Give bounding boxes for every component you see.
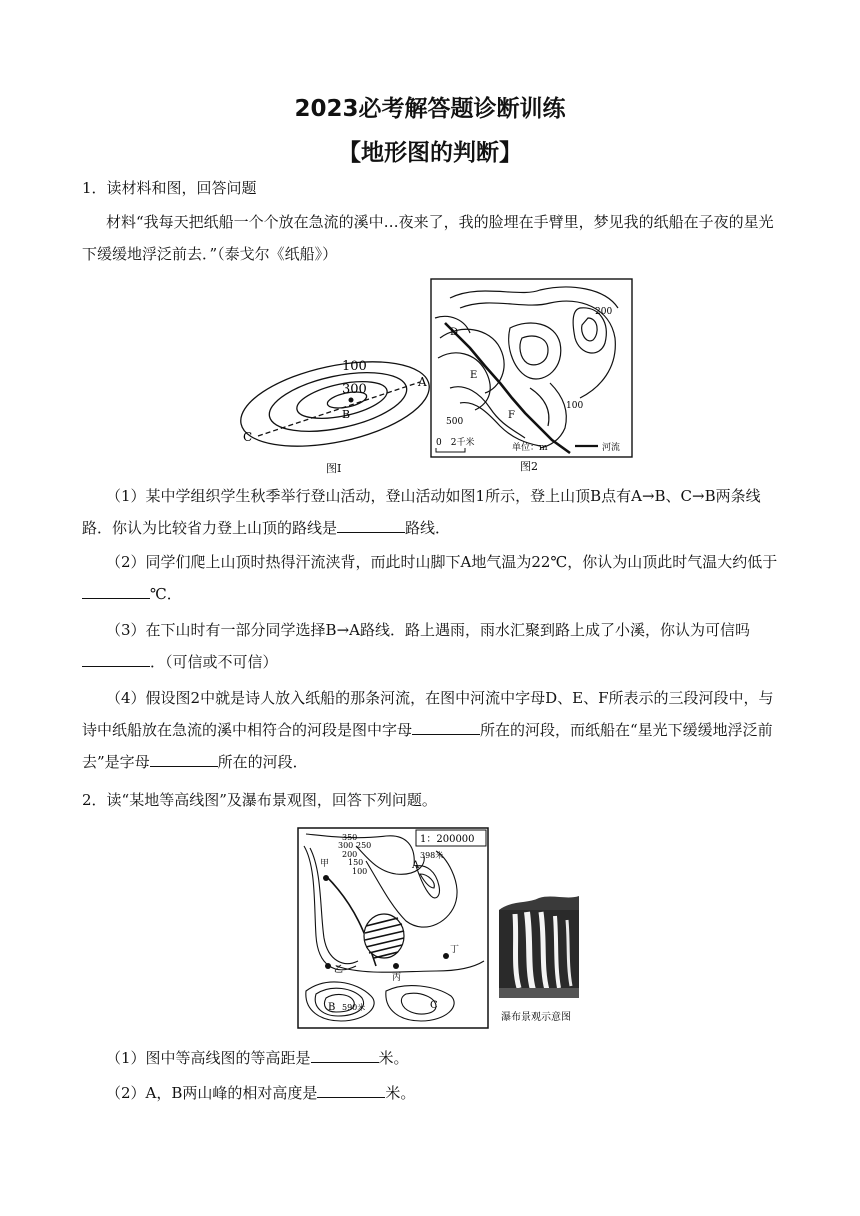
answer-blank-7[interactable] <box>317 1083 385 1098</box>
point-c-label: C <box>243 430 253 444</box>
q1-sub3: （3）在下山时有一部分同学选择B→A路线．路上遇雨，雨水汇聚到路上成了小溪，你认为可信吗．（可信或不可信） <box>82 614 782 678</box>
fig2-contour-200: 200 <box>595 307 613 317</box>
q1-sub2: （2）同学们爬上山顶时热得汗流浃背，而此时山脚下A地气温为22℃，你认为山顶此时气温大约低于℃． <box>82 546 782 610</box>
contour-200: 200 <box>342 850 358 859</box>
contour-outer <box>233 347 435 461</box>
figure-1 <box>220 340 435 475</box>
answer-blank-4[interactable] <box>412 720 480 735</box>
peak-c-label: C <box>430 1000 438 1011</box>
figure-1-caption: 图Ⅰ <box>326 462 342 475</box>
q2-sub2: （2）A，B两山峰的相对高度是 米。 <box>106 1084 416 1102</box>
point-b-marker <box>349 398 354 403</box>
contour-300: 300 <box>338 841 354 850</box>
place-jia-marker <box>323 875 329 881</box>
peak-b-label: B <box>328 1002 336 1013</box>
place-yi-label: 乙 <box>334 965 344 975</box>
q2-sub1: （1）图中等高线图的等高距是 米。 <box>106 1049 409 1067</box>
fig2-point-e: E <box>470 370 478 381</box>
contour-350: 350 <box>342 833 358 842</box>
peak-b-elevation: 590米 <box>342 1003 366 1012</box>
place-ding-label: 丁 <box>450 945 460 955</box>
fig2-scale-label: 0 2千米 <box>436 438 475 448</box>
contour-middle <box>264 362 412 442</box>
contour-150: 150 <box>348 858 364 867</box>
answer-blank-6[interactable] <box>311 1048 379 1063</box>
contour-250: 250 <box>356 841 372 850</box>
map-scale-label: 1：200000 <box>420 834 475 845</box>
fig2-legend-label: 河流 <box>602 443 621 453</box>
point-a-label: A <box>418 375 427 389</box>
q2-intro: 2．读“某地等高线图”及瀑布景观图，回答下列问题。 <box>82 791 437 809</box>
answer-blank-5[interactable] <box>150 752 218 767</box>
q2-contour-map <box>296 826 492 1032</box>
contour-100: 100 <box>352 867 368 876</box>
place-bing-marker <box>393 963 399 969</box>
place-ding-marker <box>443 953 449 959</box>
page-subtitle: 【地形图的判断】 <box>338 140 522 166</box>
fig2-unit-label: 单位：m <box>512 443 548 453</box>
answer-blank-2[interactable] <box>82 584 150 599</box>
place-yi-marker <box>325 963 331 969</box>
fig2-point-d: D <box>450 327 459 338</box>
figure-2-caption: 图2 <box>520 460 538 473</box>
place-jia-label: 甲 <box>320 859 330 869</box>
q1-sub4: （4）假设图2中就是诗人放入纸船的那条河流，在图中河流中字母D、E、F所表示的三段河段中，与诗中纸船放在急流的溪中相符合的河段是图中字母 所在的河段，而纸船在“星光下缓缓地浮泛前去”是字母 所在的河段． <box>82 689 774 771</box>
q1-intro: 1．读材料和图，回答问题 <box>82 179 257 197</box>
fig2-contour-100: 100 <box>566 401 584 411</box>
contour-label-100: 100 <box>342 359 367 374</box>
q1-sub1: （1）某中学组织学生秋季举行登山活动，登山活动如图1所示，登上山顶B点有A→B、C→B两条线路．你认为比较省力登上山顶的路线是 路线． <box>82 487 761 537</box>
fig2-point-f: F <box>508 410 515 421</box>
peak-a-label: A <box>412 860 420 871</box>
peak-a-elevation: 398米 <box>420 851 444 860</box>
contour-label-300: 300 <box>342 382 367 397</box>
waterfall-illustration <box>497 892 581 1024</box>
place-bing-label: 丙 <box>392 973 402 983</box>
figure-2 <box>430 278 635 473</box>
q1-material: 材料“我每天把纸船一个个放在急流的溪中…夜来了，我的脸埋在手臂里，梦见我的纸船在子夜的星光下缓缓地浮泛前去．”（泰戈尔《纸船》） <box>82 213 774 263</box>
point-b-label: B <box>342 408 351 421</box>
falls-caption: 瀑布景观示意图 <box>501 1012 571 1023</box>
fig2-contour-500: 500 <box>446 417 464 427</box>
answer-blank-3[interactable] <box>82 652 150 667</box>
page-title: 2023必考解答题诊断训练 <box>294 96 566 122</box>
answer-blank-1[interactable] <box>337 518 405 533</box>
